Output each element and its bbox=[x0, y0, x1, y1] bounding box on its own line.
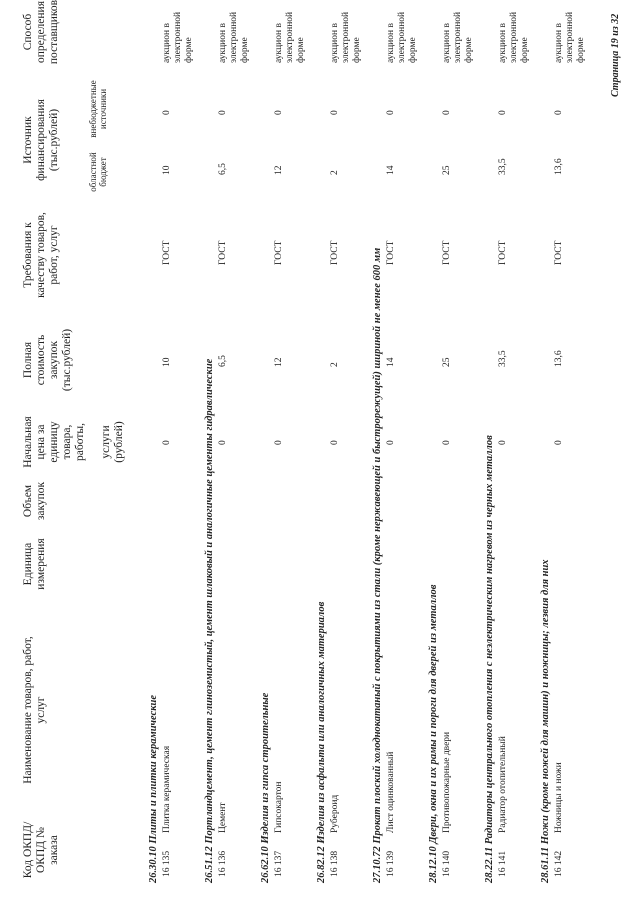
unit-price: 0 bbox=[162, 440, 172, 445]
unit-price: 0 bbox=[554, 440, 564, 445]
procurement-method: аукцион в электронной форме bbox=[554, 11, 586, 63]
category-heading bbox=[428, 585, 439, 883]
unit-price: 0 bbox=[386, 440, 396, 445]
unit-price: 0 bbox=[274, 440, 284, 445]
quality-requirement: ГОСТ bbox=[274, 240, 284, 265]
item-name: Противопожарные двери bbox=[442, 731, 452, 833]
fin-regional-value: 13,6 bbox=[554, 158, 564, 175]
fin-other-value: 0 bbox=[386, 110, 396, 115]
fin-regional-value: 14 bbox=[386, 165, 396, 175]
category-title: Радиаторы центрального отопления с неэлектрическим нагревом из черных металлов bbox=[484, 435, 495, 845]
fin-other-value: 0 bbox=[274, 110, 284, 115]
item-name: Ножницы и ножи bbox=[554, 762, 564, 833]
header-code: Код ОКПД/ ОКПД № заказа bbox=[22, 821, 60, 879]
order-number: 16 142 bbox=[554, 850, 564, 877]
fin-regional-value: 33,5 bbox=[498, 158, 508, 175]
fin-regional-value: 10 bbox=[162, 165, 172, 175]
procurement-method: аукцион в электронной форме bbox=[386, 11, 418, 63]
total-cost: 12 bbox=[274, 357, 284, 367]
header-requirements: Требования к качеству товаров, работ, услуг bbox=[22, 212, 60, 298]
total-cost: 13,6 bbox=[554, 350, 564, 367]
total-cost: 14 bbox=[386, 357, 396, 367]
order-number: 16 139 bbox=[386, 850, 396, 877]
category-code: 26.82.12 bbox=[316, 846, 327, 883]
category-code: 26.51.12 bbox=[204, 846, 215, 883]
page-number: Страница 19 из 32 bbox=[610, 13, 621, 97]
category-title: Изделия из асфальта или аналогичных материалов bbox=[316, 601, 327, 844]
header-price: Начальная цена за единицу товара, работы, bbox=[22, 416, 86, 468]
category-code: 28.22.11 bbox=[484, 846, 495, 883]
category-title: Прокат плоский холоднокатаный с покрытиями из стали (кроме нержавеющей и быстрорежущей) шириной не менее 600 мм bbox=[372, 247, 383, 844]
order-number: 16 135 bbox=[162, 850, 172, 877]
fin-other-value: 0 bbox=[330, 110, 340, 115]
fin-regional-value: 12 bbox=[274, 165, 284, 175]
quality-requirement: ГОСТ bbox=[218, 240, 228, 265]
quality-requirement: ГОСТ bbox=[386, 240, 396, 265]
header-fin-other: внебюджетные источники bbox=[88, 80, 108, 138]
fin-other-value: 0 bbox=[442, 110, 452, 115]
category-title: Двери, окна и их рамы и пороги для дверей из металлов bbox=[428, 584, 439, 844]
order-number: 16 141 bbox=[498, 850, 508, 877]
fin-other-value: 0 bbox=[218, 110, 228, 115]
quality-requirement: ГОСТ bbox=[442, 240, 452, 265]
category-heading bbox=[372, 248, 383, 883]
category-code: 28.61.11 bbox=[540, 846, 551, 883]
unit-price: 0 bbox=[442, 440, 452, 445]
category-code: 28.12.10 bbox=[428, 846, 439, 883]
fin-regional-value: 25 bbox=[442, 165, 452, 175]
header-unit: Единица измерения bbox=[22, 538, 47, 590]
category-title: Плиты и плитки керамические bbox=[148, 694, 159, 844]
order-number: 16 137 bbox=[274, 850, 284, 877]
unit-price: 0 bbox=[218, 440, 228, 445]
category-code: 27.10.72 bbox=[372, 846, 383, 883]
procurement-method: аукцион в электронной форме bbox=[162, 11, 194, 63]
quality-requirement: ГОСТ bbox=[498, 240, 508, 265]
header-method: Способ определения поставщиков bbox=[22, 0, 60, 65]
category-heading bbox=[148, 695, 159, 883]
quality-requirement: ГОСТ bbox=[554, 240, 564, 265]
order-number: 16 138 bbox=[330, 850, 340, 877]
fin-regional-value: 6,5 bbox=[218, 163, 228, 175]
item-name: Радиатор отопительный bbox=[498, 736, 508, 833]
category-heading bbox=[316, 602, 327, 883]
quality-requirement: ГОСТ bbox=[330, 240, 340, 265]
total-cost: 6,5 bbox=[218, 355, 228, 367]
item-name: Цемент bbox=[218, 802, 228, 833]
unit-price: 0 bbox=[330, 440, 340, 445]
procurement-method: аукцион в электронной форме bbox=[330, 11, 362, 63]
category-heading bbox=[484, 435, 495, 883]
item-name: Лист оцинкованный bbox=[386, 751, 396, 833]
category-title: Портландцемент, цемент глиноземистый, цемент шлаковый и аналогичные цементы гидравлические bbox=[204, 358, 215, 844]
procurement-method: аукцион в электронной форме bbox=[218, 11, 250, 63]
order-number: 16 136 bbox=[218, 850, 228, 877]
item-name: Плитка керамическая bbox=[162, 745, 172, 833]
category-code: 26.30.10 bbox=[148, 846, 159, 883]
procurement-method: аукцион в электронной форме bbox=[498, 11, 530, 63]
fin-other-value: 0 bbox=[498, 110, 508, 115]
header-fin-regional: областной бюджет bbox=[88, 152, 108, 192]
item-name: Рубероид bbox=[330, 794, 340, 833]
header-volume: Объем закупок bbox=[22, 481, 47, 521]
category-title: Ножи (кроме ножей для машин) и ножницы; лезвия для них bbox=[540, 559, 551, 845]
unit-price: 0 bbox=[498, 440, 508, 445]
total-cost: 10 bbox=[162, 357, 172, 367]
header-price-sub: услуги (рублей) bbox=[100, 421, 125, 463]
header-name: Наименование товаров, работ, услуг bbox=[22, 636, 47, 784]
total-cost: 2 bbox=[330, 362, 340, 367]
fin-other-value: 0 bbox=[554, 110, 564, 115]
fin-other-value: 0 bbox=[162, 110, 172, 115]
category-heading bbox=[260, 693, 271, 883]
category-title: Изделия из гипса строительные bbox=[260, 692, 271, 844]
category-heading bbox=[204, 359, 215, 883]
item-name: Гипсокартон bbox=[274, 781, 284, 833]
category-code: 26.62.10 bbox=[260, 846, 271, 883]
procurement-method: аукцион в электронной форме bbox=[274, 11, 306, 63]
procurement-method: аукцион в электронной форме bbox=[442, 11, 474, 63]
fin-regional-value: 2 bbox=[330, 170, 340, 175]
total-cost: 25 bbox=[442, 357, 452, 367]
order-number: 16 140 bbox=[442, 850, 452, 877]
header-financing: Источник финансирования (тыс.рублей) bbox=[22, 99, 60, 181]
total-cost: 33,5 bbox=[498, 350, 508, 367]
header-total: Полная стоимость закупок (тыс.рублей) bbox=[22, 328, 73, 392]
category-heading bbox=[540, 559, 551, 883]
quality-requirement: ГОСТ bbox=[162, 240, 172, 265]
